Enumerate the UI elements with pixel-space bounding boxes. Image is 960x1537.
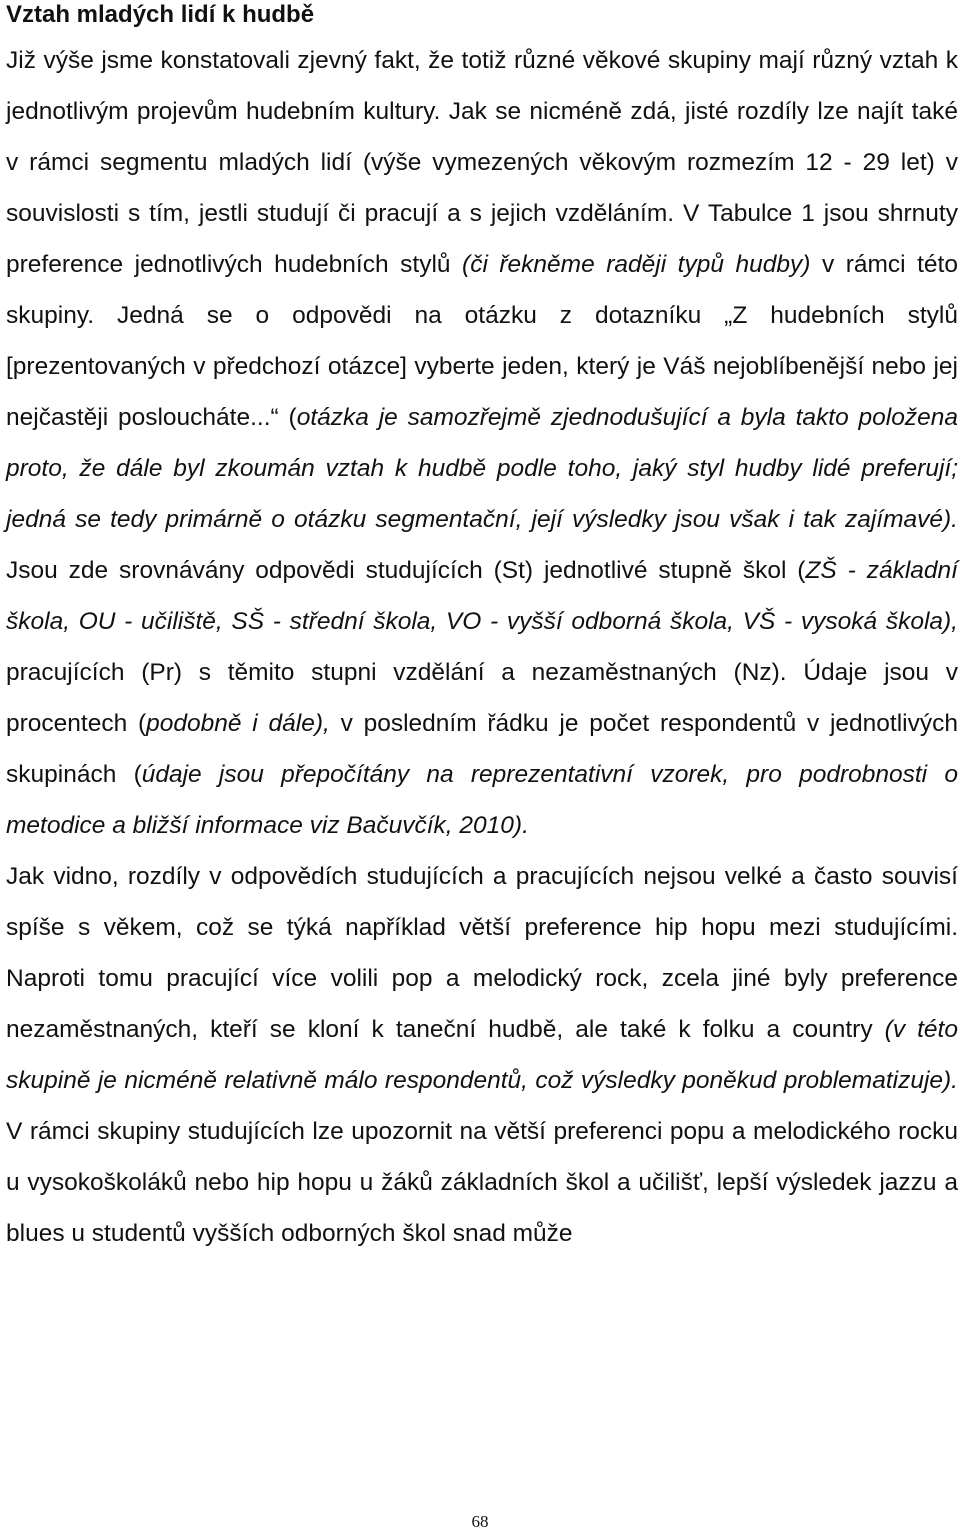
text-run: pracujících (Pr) s těmito stupni vzdělání a nezaměstnaných (Nz). Údaje jsou v procentech ( — [6, 659, 958, 737]
page-number: 68 — [471, 1512, 489, 1531]
text-run: Jsou zde srovnávány odpovědi studujících (St) jednotlivé stupně škol ( — [6, 557, 806, 584]
text-run: V rámci skupiny studujících lze upozornit na větší preferenci popu a melodického rocku u vysokoškoláků nebo hip hopu u žáků základních škol a učilišť, lepší výsledek jazzu a blues u studentů vyšších odborných škol snad může — [6, 1118, 958, 1247]
text-run-italic: podobně i dále), — [146, 710, 330, 737]
text-run: Již výše jsme konstatovali zjevný fakt, že totiž různé věkové skupiny mají různý vztah k jednotlivým projevům hudebním kultury. Jak se nicméně zdá, jisté rozdíly lze najít také v rámci segmentu mladých lidí (výše vymezených věkovým rozmezím 12 - 29 let) v souvislosti s tím, jestli studují či pracují a s jejich vzděláním. V Tabulce 1 jsou shrnuty preference jednotlivých hudebních stylů — [6, 47, 958, 278]
text-run: v rámci této skupiny. Jedná se o odpovědi na otázku z dotazníku „Z hudebních stylů [prezentovaných v předchozí otázce] vyberte jeden, který je Váš nejoblíbenější nebo jej nejčastěji posloucháte...“ ( — [6, 251, 958, 431]
paragraph-2 — [6, 851, 958, 1259]
paragraph-1 — [6, 35, 958, 851]
text-run: v posledním řádku je počet respondentů v jednotlivých skupinách ( — [6, 710, 958, 788]
section-heading: Vztah mladých lidí k hudbě — [6, 1, 315, 28]
text-run: Jak vidno, rozdíly v odpovědích studujících a pracujících nejsou velké a často souvisí spíše s věkem, což se týká například větší preference hip hopu mezi studujícími. Naproti tomu pracující více volili pop a melodický rock, zcela jiné byly preference nezaměstnaných, kteří se kloní k taneční hudbě, ale také k folku a country — [6, 863, 958, 1043]
text-run-italic: otázka je samozřejmě zjednodušující a byla takto položena proto, že dále byl zkoumán vztah k hudbě podle toho, jaký styl hudby lidé preferují; jedná se tedy primárně o otázku segmentační, její výsledky jsou však i tak zajímavé). — [6, 404, 958, 533]
text-run-italic: (či řekněme raději typů hudby) — [462, 251, 811, 278]
text-run-italic: ZŠ - základní škola, OU - učiliště, SŠ - střední škola, VO - vyšší odborná škola, VŠ - vysoká škola), — [6, 557, 958, 635]
text-run-italic: (v této skupině je nicméně relativně málo respondentů, což výsledky poněkud problematizuje). — [6, 1016, 958, 1094]
text-run-italic: údaje jsou přepočítány na reprezentativní vzorek, pro podrobnosti o metodice a bližší informace viz Bačuvčík, 2010). — [6, 761, 958, 839]
